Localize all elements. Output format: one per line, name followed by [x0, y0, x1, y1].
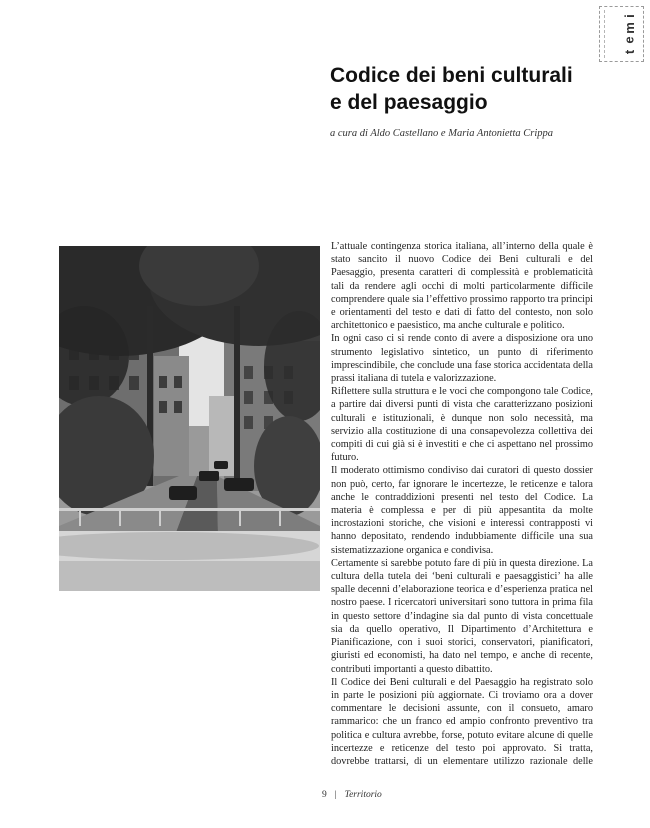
title-line-1: Codice dei beni culturali	[330, 64, 573, 87]
body-paragraph: Certamente si sarebbe potuto fare di più in questa direzione. La cultura della tutela dei ‘beni culturali e paesaggistici’ ha alle spalle decenni d’elaborazione teorica e d’esperienza pratica nel nostro paese. I ricercatori universitari sono tuttora in prima fila in questo settore d’indagine sia dal punto di vista concettuale sia da quello operativo, Il Dipartimento d’Architettura e Pianificazione, con i suoi storici, conservatori, pianificatori, giuristi ed economisti, ha dato nel tempo, e anche di recente, contributi importanti a questo dibattito.	[331, 557, 593, 675]
body-paragraph: Riflettere sulla struttura e le voci che compongono tale Codice, a partire dai diversi punti di vista che caratterizzano posizioni culturali e istituzionali, è dunque non solo necessità, ma servizio alla costituzione di una consapevolezza collettiva dei compiti di cui già si è investiti e che ci aspettano nel prossimo futuro.	[331, 386, 593, 464]
body-paragraph: Il Codice dei Beni culturali e del Paesaggio ha registrato solo in parte le posizioni più aggiornate. Ci troviamo ora a dover commentare le decisioni assunte, con il consueto, amaro rammarico: che un franco ed ampio confronto preventivo tra politica e cultura avrebbe, forse, potuto evitare alcune di quelle incertezze e reticenze del testo poi approvato. Si tratta, dovrebbe trattarsi, di un elementare utilizzo razionale delle	[331, 676, 593, 767]
footer-separator: |	[334, 790, 337, 800]
body-paragraph: In ogni caso ci si rende conto di avere a disposizione ora uno strumento legislativo sintetico, un punto di riferimento imprescindibile, che conclude una fase storica accidentata della prassi italiana di tutela e valorizzazione.	[331, 333, 593, 385]
title-line-2: e del paesaggio	[330, 91, 488, 114]
body-paragraph: Il moderato ottimismo condiviso dai curatori di questo dossier non può, certo, far ignorare le incertezze, le reticenze e talora anche le contraddizioni presenti nel testo del Codice. La materia è complessa e per di più appesantita da molte incrostazioni storiche, che visioni e interessi contrapposti vi hanno depositato, rendendo indubbiamente difficile una sua sistematizzazione organica e condivisa.	[331, 465, 593, 556]
section-tab-rule	[604, 10, 606, 58]
article-authors: a cura di Aldo Castellano e Maria Antonietta Crippa	[330, 128, 554, 139]
article-body	[331, 240, 593, 768]
page-footer	[322, 790, 522, 800]
tab-letter: e	[621, 36, 637, 44]
tab-letter: m	[622, 22, 637, 34]
tab-letter: t	[622, 49, 637, 55]
body-paragraph: L’attuale contingenza storica italiana, all’interno della quale è stato sancito il nuovo Codice dei Beni culturali e del Paesaggio, presenta caratteri di complessità e problematicità tali da rendere agli occhi di molti particolarmente difficile comprendere quale sia l’effettivo prossimo rapporto tra principi e orientamenti del testo e dati di fatto del contesto, non solo architettonico e paesistico, ma anche culturale e politico.	[331, 241, 593, 332]
tab-letter: i	[622, 14, 637, 18]
street-photo	[59, 246, 320, 591]
section-tab-label	[620, 10, 640, 58]
article-title	[330, 62, 630, 116]
page-number: 9	[322, 790, 327, 800]
footer-section-name: Territorio	[344, 790, 382, 800]
